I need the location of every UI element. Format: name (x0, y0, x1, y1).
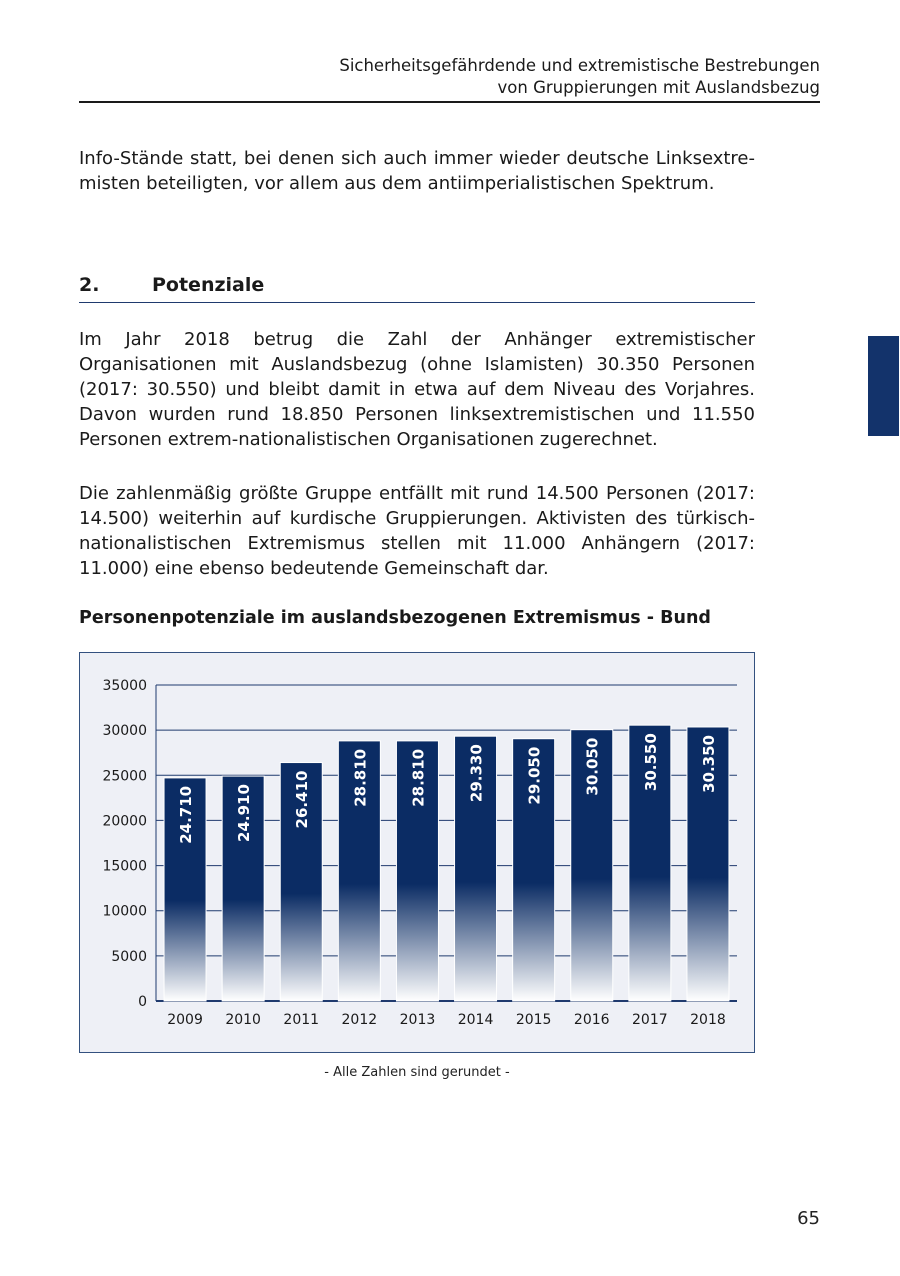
bar-value-label: 29.050 (525, 746, 544, 805)
bar-value-label: 26.410 (293, 770, 312, 829)
chart-title: Personenpotenziale im auslandsbezogenen Extremismus - Bund (79, 608, 711, 628)
bar-value-label: 24.710 (177, 785, 196, 844)
x-tick-label: 2009 (167, 1012, 203, 1028)
running-header-line-1: Sicherheitsgefährdende und extremistische Bestrebungen (339, 56, 820, 75)
x-tick-label: 2010 (225, 1012, 261, 1028)
page-number: 65 (797, 1208, 820, 1229)
section-heading (79, 272, 755, 303)
y-tick-label: 25000 (102, 768, 147, 785)
y-tick-label: 15000 (102, 858, 147, 875)
section-title: Potenziale (152, 274, 265, 296)
y-tick-label: 10000 (102, 903, 147, 920)
running-header-line-2: von Gruppierungen mit Auslandsbezug (497, 78, 820, 97)
x-tick-label: 2017 (632, 1012, 668, 1028)
body-paragraph-2: Die zahlenmäßig größte Gruppe entfällt mit rund 14.500 Personen (2017: 14.500) weiterhin auf kurdische Gruppierungen. Aktivisten des türkisch-nationalistischen Extremismus stellen mit 11.000 Anhängern (2017: 11.000) eine ebenso bedeutende Gemeinschaft dar. (79, 483, 755, 579)
body-paragraph-1: Im Jahr 2018 betrug die Zahl der Anhänger extremistischer Organisationen mit Auslandsbezug (ohne Islamisten) 30.350 Personen (2017: 30.550) und bleibt damit in etwa auf dem Niveau des Vorjahres. Davon wurden rund 18.850 Personen linksextremistischen und 11.550 Personen extrem-nationalistischen Organisationen zugerechnet. (79, 329, 755, 450)
bar-value-label: 30.550 (641, 733, 660, 792)
x-tick-label: 2014 (457, 1012, 494, 1028)
running-header (79, 55, 820, 99)
header-divider (79, 101, 820, 103)
bar-value-label: 30.350 (699, 734, 718, 793)
x-tick-label: 2015 (515, 1012, 552, 1028)
y-tick-label: 0 (138, 994, 147, 1010)
x-tick-label: 2011 (283, 1012, 320, 1028)
section-number: 2. (79, 274, 100, 296)
bar-value-label: 24.910 (235, 784, 254, 842)
bar-chart (79, 652, 755, 1053)
x-tick-label: 2012 (341, 1012, 378, 1028)
bar-value-label: 30.050 (583, 737, 602, 796)
x-tick-label: 2013 (399, 1012, 436, 1028)
y-tick-label: 5000 (111, 948, 147, 965)
bar-value-label: 28.810 (409, 748, 428, 807)
y-tick-label: 20000 (102, 813, 147, 830)
x-tick-label: 2016 (573, 1012, 610, 1028)
y-tick-label: 35000 (102, 678, 147, 694)
y-tick-label: 30000 (102, 723, 147, 740)
intro-paragraph: Info-Stände statt, bei denen sich auch immer wieder deutsche Linksextremisten beteiligten, vor allem aus dem antiimperialistischen Spektrum. (79, 148, 755, 194)
chart-footnote: - Alle Zahlen sind gerundet - (324, 1065, 510, 1080)
chapter-marker-tab (868, 336, 899, 436)
bar-value-label: 29.330 (467, 744, 486, 803)
bar-value-label: 28.810 (351, 748, 370, 807)
x-tick-label: 2018 (690, 1012, 726, 1028)
bar-chart-canvas (80, 653, 754, 1052)
